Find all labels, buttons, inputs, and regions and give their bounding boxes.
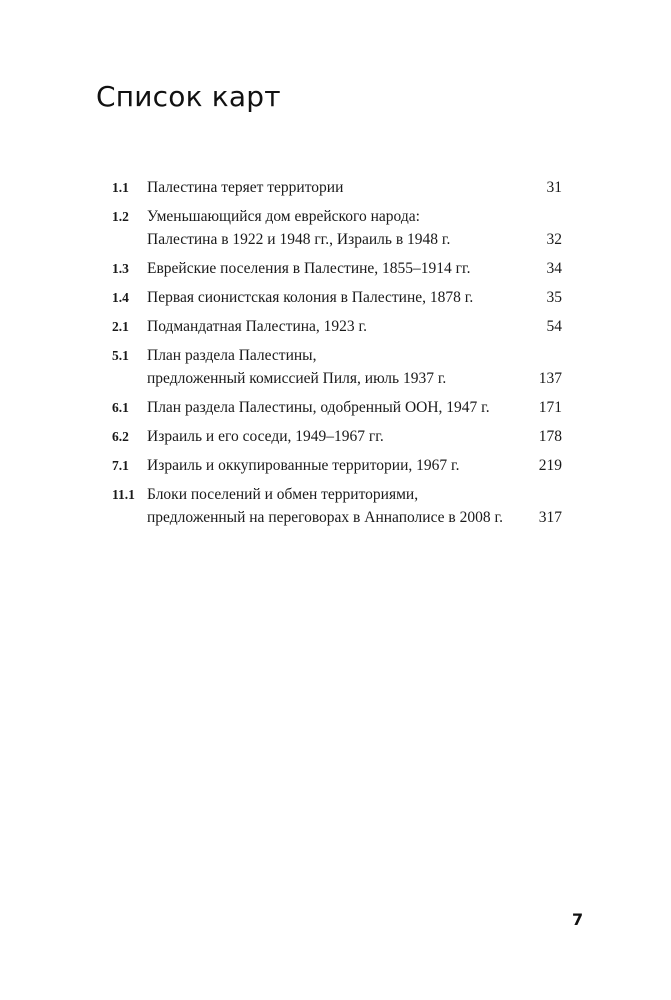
- page-reference: 137: [538, 370, 562, 387]
- map-title-line: Палестина теряет территории: [147, 179, 344, 196]
- list-item: [112, 257, 562, 280]
- list-item: [112, 425, 562, 448]
- map-title-line: Еврейские поселения в Палестине, 1855–1914 гг.: [147, 260, 471, 277]
- map-title: [147, 483, 526, 529]
- list-item: [112, 396, 562, 419]
- map-title-line: Израиль и его соседи, 1949–1967 гг.: [147, 428, 384, 445]
- map-title-line: Первая сионистская колония в Палестине, 1878 г.: [147, 289, 474, 306]
- page-reference: 34: [546, 260, 562, 277]
- map-number: 6.2: [112, 429, 129, 444]
- page-reference: 219: [538, 457, 562, 474]
- page-reference: 54: [546, 318, 562, 335]
- map-number: 11.1: [112, 487, 135, 502]
- map-number: 2.1: [112, 319, 129, 334]
- map-list: [112, 176, 562, 535]
- map-title-line: Подмандатная Палестина, 1923 г.: [147, 318, 368, 335]
- map-number: 1.3: [112, 261, 129, 276]
- map-number: 5.1: [112, 348, 129, 363]
- page-reference: 32: [546, 231, 562, 248]
- page-title: Список карт: [96, 80, 281, 113]
- page-reference: 178: [538, 428, 562, 445]
- map-title: [147, 315, 526, 338]
- list-item: [112, 176, 562, 199]
- page-number: 7: [572, 910, 584, 929]
- map-title-line: Уменьшающийся дом еврейского народа:: [147, 208, 420, 225]
- map-title-line: Израиль и оккупированные территории, 1967 г.: [147, 457, 460, 474]
- list-item: [112, 483, 562, 529]
- list-item: [112, 454, 562, 477]
- map-title: [147, 205, 526, 251]
- map-number: 1.2: [112, 209, 129, 224]
- map-number: 1.4: [112, 290, 129, 305]
- map-number: 6.1: [112, 400, 129, 415]
- map-number: 1.1: [112, 180, 129, 195]
- map-title: [147, 454, 526, 477]
- map-title-line: План раздела Палестины,: [147, 347, 317, 364]
- list-item: [112, 286, 562, 309]
- map-title-line: Блоки поселений и обмен территориями,: [147, 486, 419, 503]
- page-reference: 171: [538, 399, 562, 416]
- map-number: 7.1: [112, 458, 129, 473]
- map-title-line: предложенный на переговорах в Аннаполисе в 2008 г.: [147, 509, 503, 526]
- page-reference: 317: [538, 509, 562, 526]
- map-title: [147, 344, 526, 390]
- map-title-line: предложенный комиссией Пиля, июль 1937 г.: [147, 370, 447, 387]
- map-title-line: План раздела Палестины, одобренный ООН, 1947 г.: [147, 399, 490, 416]
- map-title: [147, 257, 526, 280]
- page-reference: 35: [546, 289, 562, 306]
- list-item: [112, 344, 562, 390]
- map-title: [147, 425, 526, 448]
- list-item: [112, 315, 562, 338]
- map-title: [147, 396, 526, 419]
- list-item: [112, 205, 562, 251]
- map-title-line: Палестина в 1922 и 1948 гг., Израиль в 1948 г.: [147, 231, 451, 248]
- page-reference: 31: [546, 179, 562, 196]
- map-title: [147, 286, 526, 309]
- map-title: [147, 176, 526, 199]
